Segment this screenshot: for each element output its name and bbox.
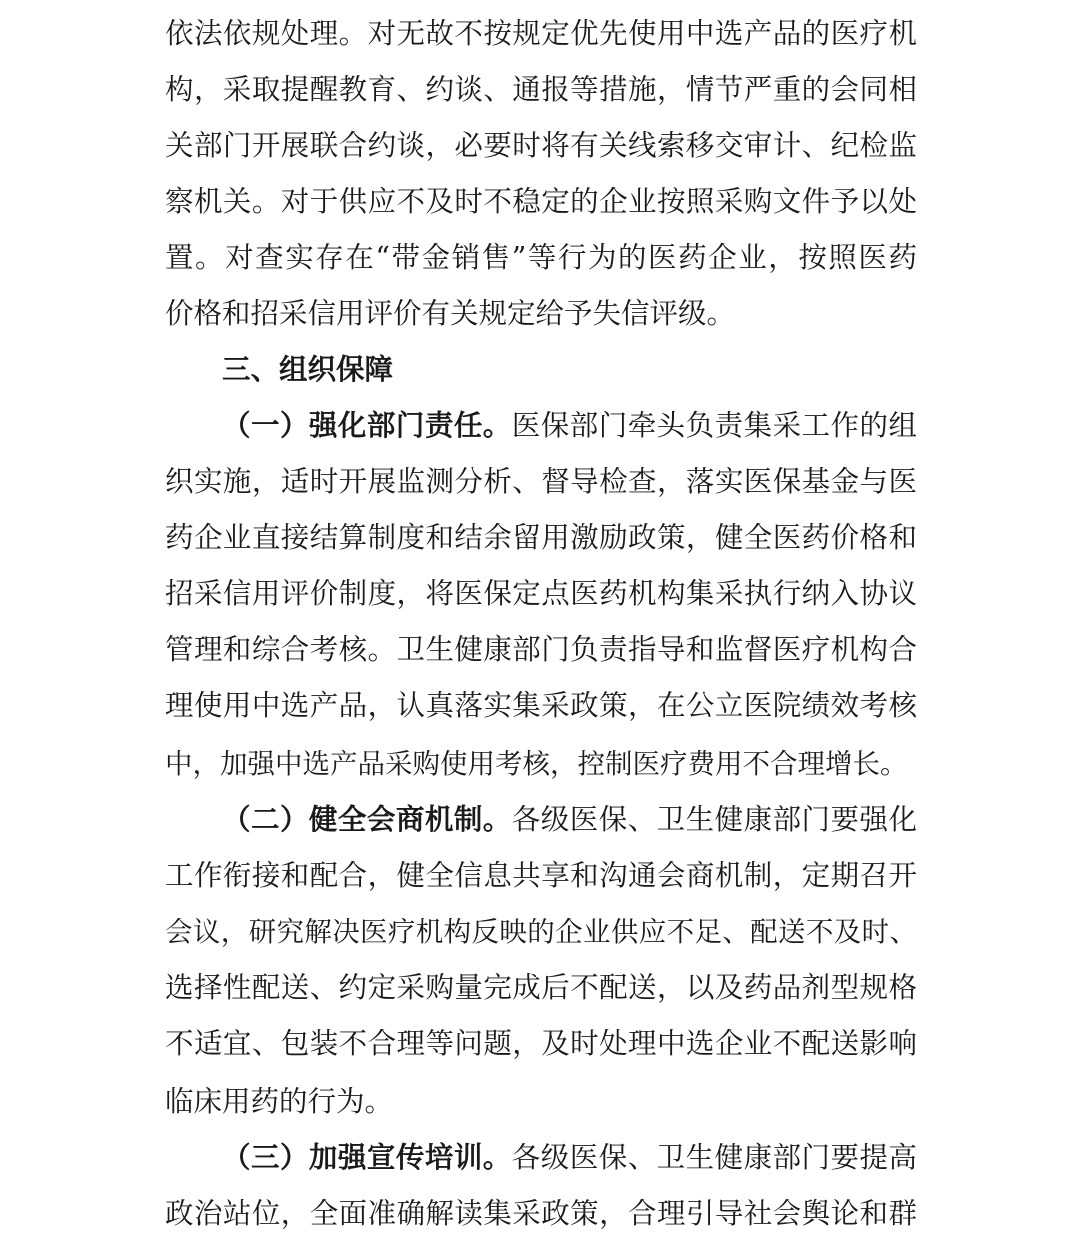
body-text-line: 招采信用评价制度，将医保定点医药机构集采执行纳入协议 [165,577,917,610]
paragraph-first-text: 医保部门牵头负责集采工作的组 [511,409,917,442]
body-text-line: 关部门开展联合约谈，必要时将有关线索移交审计、纪检监 [165,129,917,162]
body-text-line: 药企业直接结算制度和结余留用激励政策，健全医药价格和 [165,521,917,554]
body-text-line: 价格和招采信用评价有关规定给予失信评级。 [165,297,736,330]
paragraph-first-line [222,406,917,446]
body-text-line: 政治站位，全面准确解读集采政策，合理引导社会舆论和群 [165,1197,917,1230]
paragraph-lead: （二）健全会商机制。 [222,803,512,836]
body-text-line: 中，加强中选产品采购使用考核，控制医疗费用不合理增长。 [165,748,908,780]
paragraph-lead: （三）加强宣传培训。 [222,1141,512,1174]
body-text-line: 织实施，适时开展监测分析、督导检查，落实医保基金与医 [165,465,917,498]
body-text-line: 会议，研究解决医疗机构反映的企业供应不足、配送不及时、 [165,916,917,948]
body-text-line: 选择性配送、约定采购量完成后不配送，以及药品剂型规格 [165,971,917,1004]
body-text-line: 管理和综合考核。卫生健康部门负责指导和监督医疗机构合 [165,633,917,666]
body-text-line: 依法依规处理。对无故不按规定优先使用中选产品的医疗机 [165,17,917,50]
paragraph-lead: （一）强化部门责任。 [222,409,512,442]
paragraph-first-line [222,1138,917,1178]
section-heading: 三、组织保障 [222,353,394,386]
body-text-line: 工作衔接和配合，健全信息共享和沟通会商机制，定期召开 [165,859,917,892]
body-text-line: 察机关。对于供应不及时不稳定的企业按照采购文件予以处 [165,185,917,218]
body-text-line: 不适宜、包装不合理等问题，及时处理中选企业不配送影响 [165,1027,917,1060]
paragraph-first-line [222,800,917,840]
body-text-line: 临床用药的行为。 [165,1085,394,1118]
body-text-line: 理使用中选产品，认真落实集采政策，在公立医院绩效考核 [165,689,917,722]
body-text-line: 置。对查实存在“带金销售”等行为的医药企业，按照医药 [165,241,917,274]
body-text-line: 构，采取提醒教育、约谈、通报等措施，情节严重的会同相 [165,73,917,106]
paragraph-first-text: 各级医保、卫生健康部门要提高 [511,1141,917,1174]
paragraph-first-text: 各级医保、卫生健康部门要强化 [511,803,917,836]
